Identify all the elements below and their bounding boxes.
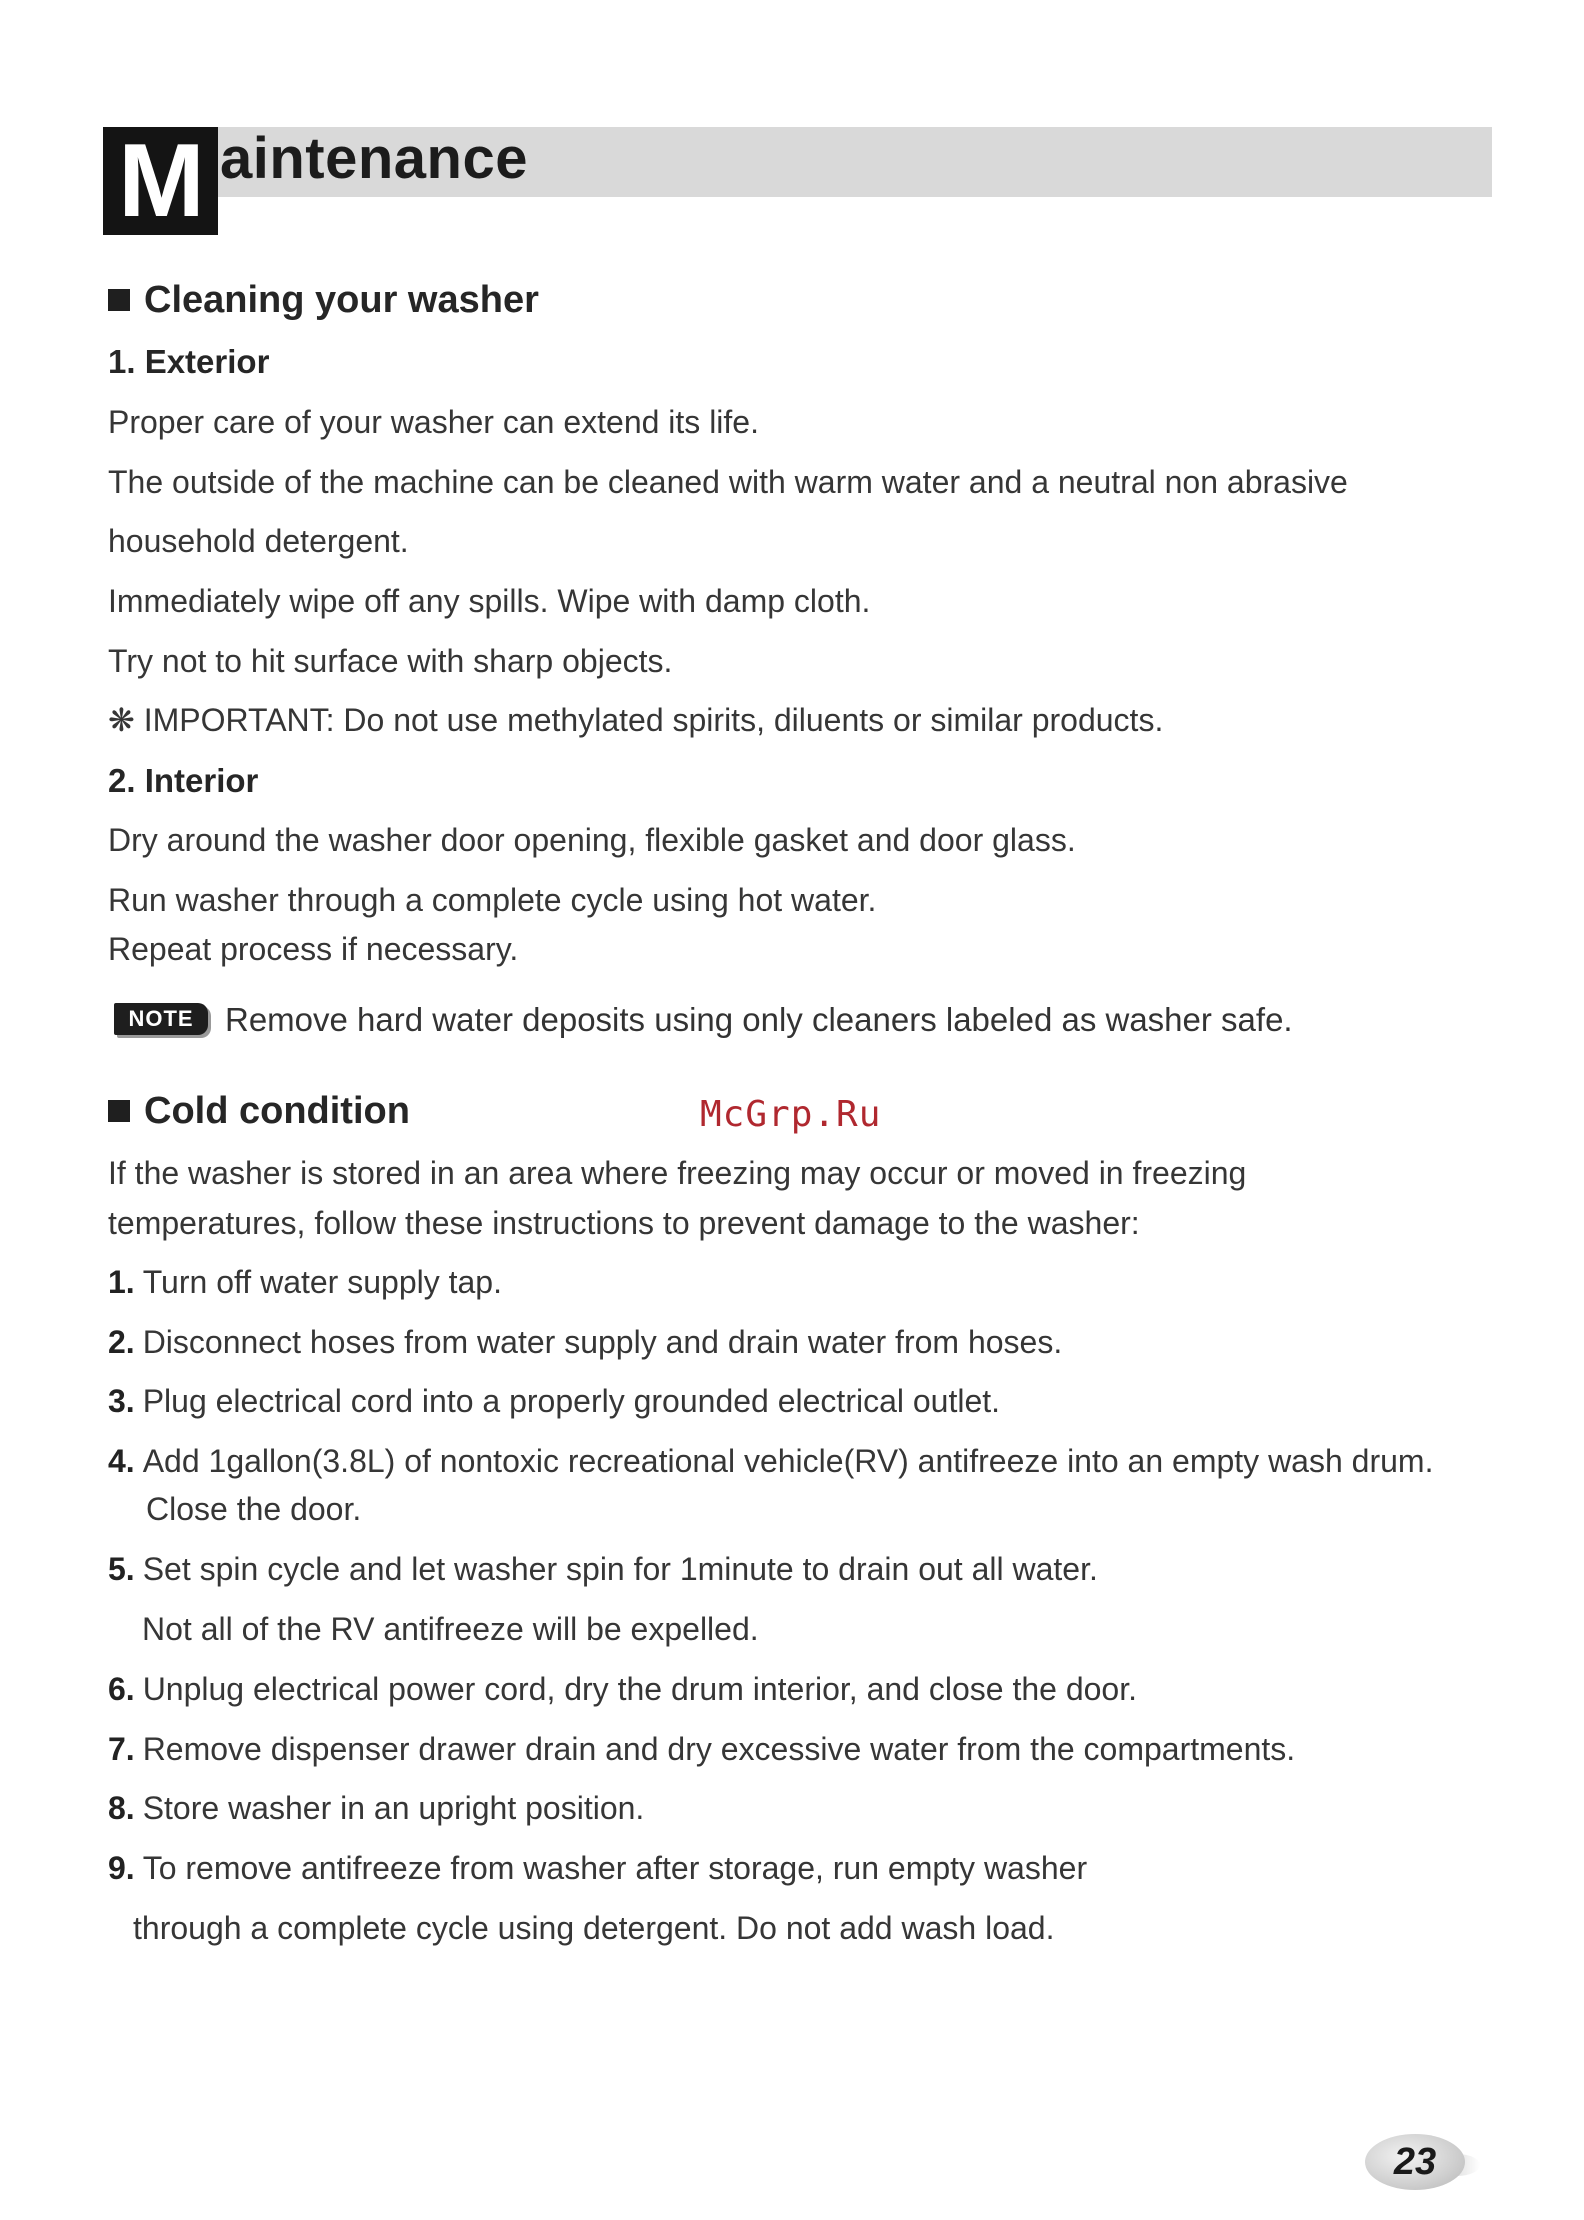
step-4: [108, 1441, 1433, 1481]
step-3: [108, 1381, 1000, 1421]
step-text: To remove antifreeze from washer after storage, run empty washer: [142, 1850, 1088, 1886]
exterior-line: Try not to hit surface with sharp objects.: [108, 643, 673, 679]
step-text: Turn off water supply tap.: [142, 1264, 502, 1300]
square-bullet-icon: [108, 289, 130, 311]
section-heading-cleaning: [108, 277, 539, 323]
step-text: Remove dispenser drawer drain and dry excessive water from the compartments.: [142, 1731, 1296, 1767]
exterior-line: The outside of the machine can be cleaned with warm water and a neutral non abrasive: [108, 464, 1348, 500]
step-text: Disconnect hoses from water supply and drain water from hoses.: [142, 1324, 1063, 1360]
step-text: Store washer in an upright position.: [142, 1790, 645, 1826]
section-heading-text: Cleaning your washer: [144, 279, 539, 321]
section-heading-text: Cold condition: [144, 1090, 410, 1132]
square-bullet-icon: [108, 1100, 130, 1122]
step-number: 9.: [108, 1850, 135, 1886]
page-number-badge: [1365, 2130, 1480, 2194]
step-number: 5.: [108, 1551, 135, 1587]
step-number: 6.: [108, 1671, 135, 1707]
step-6: [108, 1669, 1137, 1709]
step-number: 3.: [108, 1383, 135, 1419]
step-7: [108, 1729, 1295, 1769]
interior-line: Dry around the washer door opening, flexible gasket and door glass.: [108, 822, 1076, 858]
step-8: [108, 1788, 644, 1828]
step-1: [108, 1262, 502, 1302]
interior-line: Repeat process if necessary.: [108, 931, 519, 967]
step-text: Plug electrical cord into a properly grounded electrical outlet.: [142, 1383, 1001, 1419]
step-text: Add 1gallon(3.8L) of nontoxic recreational vehicle(RV) antifreeze into an empty wash drum.: [142, 1443, 1434, 1479]
step-4-continuation: Close the door.: [146, 1491, 362, 1527]
section-heading-cold: [108, 1088, 410, 1134]
header-initial-letter: M: [103, 127, 218, 235]
watermark: McGrp.Ru: [700, 1094, 882, 1135]
step-text: Unplug electrical power cord, dry the drum interior, and close the door.: [142, 1671, 1137, 1707]
step-9-continuation: through a complete cycle using detergent. Do not add wash load.: [133, 1910, 1055, 1946]
step-number: 8.: [108, 1790, 135, 1826]
note-text: Remove hard water deposits using only cleaners labeled as washer safe.: [225, 1001, 1293, 1038]
step-5: [108, 1549, 1098, 1589]
step-number: 1.: [108, 1264, 135, 1300]
note-badge: NOTE: [114, 1003, 208, 1035]
page-number: 23: [1393, 2141, 1437, 2183]
cold-intro-line: temperatures, follow these instructions to prevent damage to the washer:: [108, 1205, 1140, 1241]
step-9: [108, 1848, 1087, 1888]
step-number: 4.: [108, 1443, 135, 1479]
interior-line: Run washer through a complete cycle using hot water.: [108, 882, 877, 918]
exterior-line: household detergent.: [108, 523, 409, 559]
page-title: aintenance: [220, 126, 528, 191]
step-2: [108, 1322, 1062, 1362]
important-warning: ❋ IMPORTANT: Do not use methylated spirits, diluents or similar products.: [108, 702, 1164, 738]
step-number: 7.: [108, 1731, 135, 1767]
step-number: 2.: [108, 1324, 135, 1360]
step-text: Set spin cycle and let washer spin for 1minute to drain out all water.: [142, 1551, 1098, 1587]
exterior-line: Proper care of your washer can extend its life.: [108, 404, 759, 440]
exterior-line: Immediately wipe off any spills. Wipe with damp cloth.: [108, 583, 871, 619]
cold-intro-line: If the washer is stored in an area where freezing may occur or moved in freezing: [108, 1155, 1247, 1191]
step-5-continuation: Not all of the RV antifreeze will be expelled.: [142, 1611, 759, 1647]
subheading-interior: 2. Interior: [108, 762, 259, 799]
subheading-exterior: 1. Exterior: [108, 343, 270, 380]
